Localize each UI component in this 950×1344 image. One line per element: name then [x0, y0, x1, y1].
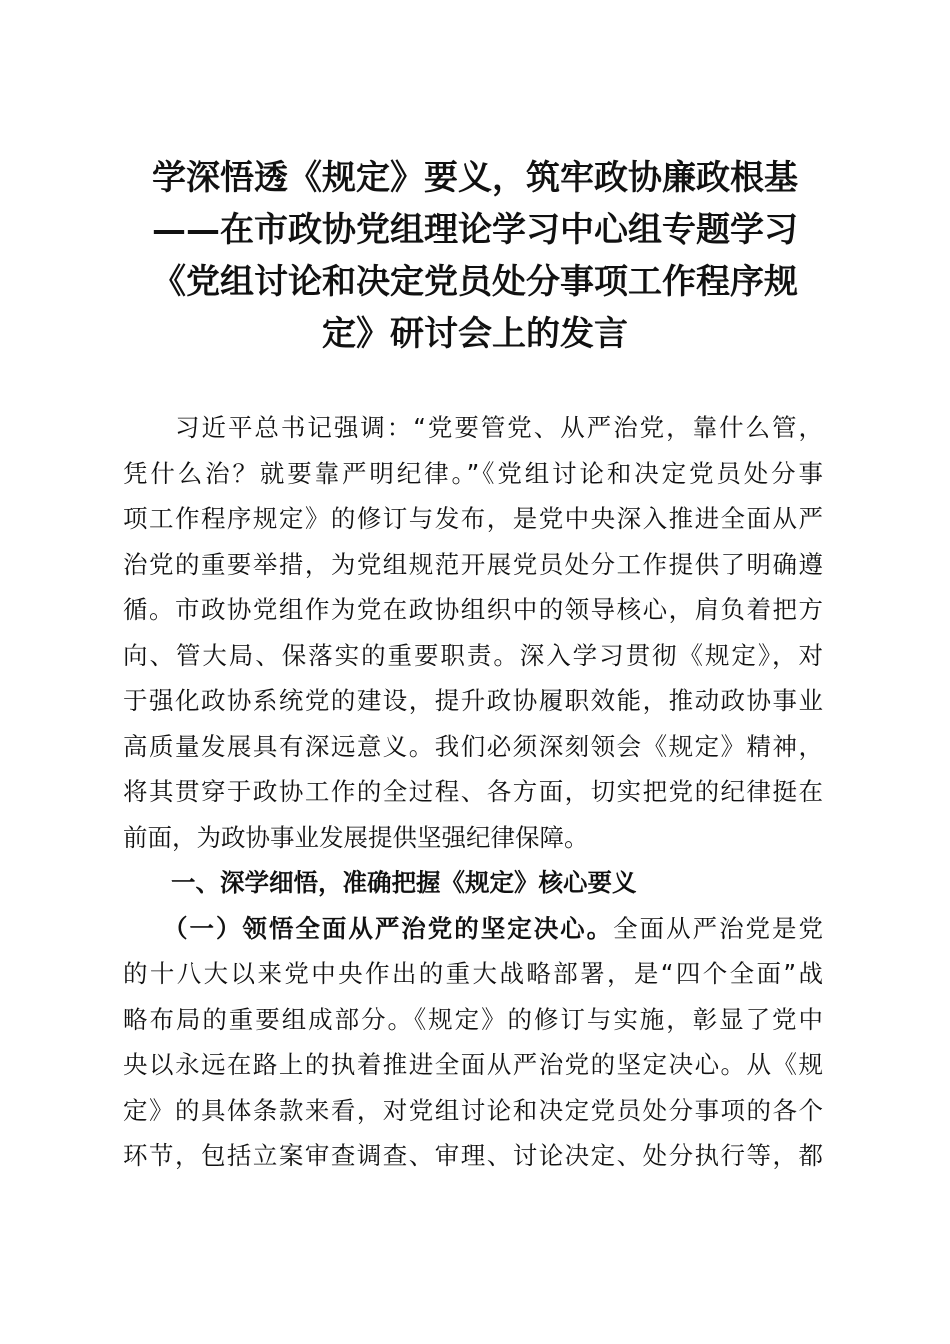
- title-line: 定》研讨会上的发言: [322, 314, 628, 354]
- document-body: [123, 405, 823, 1179]
- paragraph-line: 向、管大局、保落实的重要职责。深入学习贯彻《规定》，对: [123, 640, 823, 670]
- paragraph-line: 环节，包括立案审查调查、审理、讨论决定、处分执行等，都: [123, 1141, 823, 1170]
- title-line: 《党组讨论和决定党员处分事项工作程序规: [152, 262, 798, 302]
- section-heading: 一、深学细悟，准确把握《规定》核心要义: [171, 868, 637, 897]
- paragraph-line: 的十八大以来党中央作出的重大战略部署，是“四个全面”战: [123, 959, 823, 988]
- paragraph-line: 项工作程序规定》的修订与发布，是党中央深入推进全面从严: [123, 504, 823, 533]
- subsection-paragraph: [123, 906, 823, 1179]
- intro-paragraph: [123, 405, 823, 860]
- subsection-lead: （一）领悟全面从严治党的坚定决心。: [163, 913, 614, 943]
- paragraph-line: 略布局的重要组成部分。《规定》的修订与实施，彰显了党中: [123, 1004, 823, 1034]
- title-line: ——在市政协党组理论学习中心组专题学习: [152, 210, 798, 250]
- paragraph-text: 全面从严治党是党: [613, 913, 824, 943]
- paragraph-line: [123, 906, 823, 952]
- paragraph-line: 央以永远在路上的执着推进全面从严治党的坚定决心。从《规: [123, 1050, 823, 1079]
- paragraph-line: 凭什么治？就要靠严明纪律。”《党组讨论和决定党员处分事: [123, 458, 823, 488]
- paragraph-line: 定》的具体条款来看，对党组讨论和决定党员处分事项的各个: [123, 1095, 823, 1125]
- paragraph-line: 治党的重要举措，为党组规范开展党员处分工作提供了明确遵: [123, 549, 823, 579]
- paragraph-line: 循。市政协党组作为党在政协组织中的领导核心，肩负着把方: [123, 595, 823, 624]
- document-title: [100, 152, 850, 360]
- title-line: 学深悟透《规定》要义，筑牢政协廉政根基: [152, 158, 798, 198]
- paragraph-line: 高质量发展具有深远意义。我们必须深刻领会《规定》精神，: [123, 731, 823, 761]
- paragraph-line: 于强化政协系统党的建设，提升政协履职效能，推动政协事业: [123, 686, 823, 715]
- paragraph-line: 前面，为政协事业发展提供坚强纪律保障。: [123, 822, 589, 852]
- paragraph-line: 习近平总书记强调：“党要管党、从严治党，靠什么管，: [175, 413, 823, 442]
- paragraph-line: 将其贯穿于政协工作的全过程、各方面，切实把党的纪律挺在: [123, 777, 823, 806]
